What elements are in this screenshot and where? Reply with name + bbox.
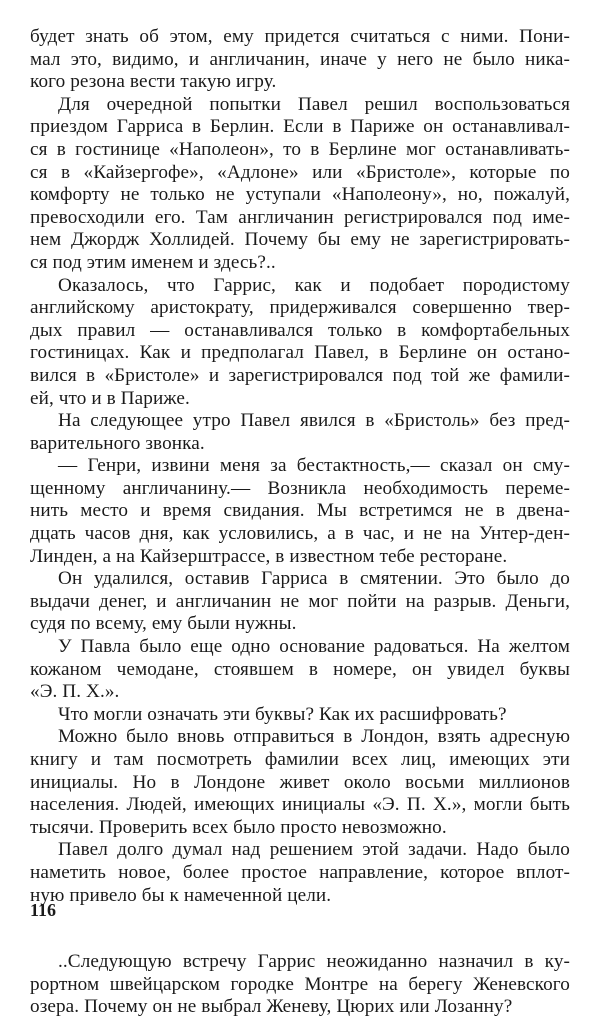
section-break	[30, 907, 570, 951]
text-line: дых правил — останавливался только в комфортабельных	[30, 319, 570, 341]
paragraph	[30, 839, 570, 907]
text-line: населения. Людей, имеющих инициалы «Э. П. Х.», могли быть	[30, 794, 570, 816]
text-line: приездом Гарриса в Берлин. Если в Париже он останавливал-	[30, 116, 570, 138]
text-line: «Э. П. Х.».	[30, 681, 120, 703]
text-line: судя по всему, ему были нужны.	[30, 613, 297, 635]
text-line: У Павла было еще одно основание радоваться. На желтом	[58, 636, 570, 658]
text-line: мал это, видимо, и англичанин, иначе у него не было ника-	[30, 48, 570, 70]
paragraph	[30, 410, 570, 455]
paragraph	[30, 26, 570, 94]
paragraph	[30, 94, 570, 275]
paragraph	[30, 275, 570, 411]
text-line: варительного звонка.	[30, 432, 205, 454]
paragraph	[30, 726, 570, 839]
text-line: На следующее утро Павел явился в «Бристоль» без пред-	[58, 410, 570, 432]
text-line: дцать часов дня, как условились, а в час, и не на Унтер-ден-	[30, 523, 570, 545]
text-line: ся в гостинице «Наполеон», то в Берлине мог останавливать-	[30, 138, 570, 160]
text-line: тысячи. Проверить всех было просто невозможно.	[30, 816, 447, 838]
text-line: щенному англичанину.— Возникла необходимость переме-	[30, 477, 570, 499]
text-line: — Генри, извини меня за бестактность,— сказал он сму-	[58, 455, 570, 477]
paragraph	[30, 704, 570, 727]
page-number: 116	[30, 900, 57, 920]
text-line: Он удалился, оставив Гарриса в смятении. Это было до	[58, 568, 570, 590]
text-line: выдачи денег, и англичанин не мог пойти на разрыв. Деньги,	[30, 590, 570, 612]
paragraph	[30, 636, 570, 704]
paragraph	[30, 455, 570, 568]
text-line: гостиницах. Как и предполагал Павел, в Берлине он остано-	[30, 342, 570, 364]
text-line: кожаном чемодане, стоявшем в номере, он увидел буквы	[30, 658, 570, 680]
text-line: Для очередной попытки Павел решил воспользоваться	[58, 93, 570, 115]
text-line: нить место и время свидания. Мы встретимся не в двена-	[30, 500, 570, 522]
text-line: комфорту не только не уступали «Наполеону», но, пожалуй,	[30, 184, 570, 206]
text-line: нем Джордж Холлидей. Почему бы ему не зарегистрировать-	[30, 229, 570, 251]
text-line: ся под этим именем и здесь?..	[30, 251, 276, 273]
text-line: Можно было вновь отправиться в Лондон, взять адресную	[58, 726, 570, 748]
text-line: ную привело бы к намеченной цели.	[30, 884, 332, 906]
text-line: вился в «Бристоле» и зарегистрировался под той же фамили-	[30, 364, 570, 386]
text-line: ся в «Кайзергофе», «Адлоне» или «Бристоле», которые по	[30, 161, 570, 183]
book-page	[30, 26, 570, 1019]
text-line: книгу и там посмотреть фамилии всех лиц, имеющих эти	[30, 749, 570, 770]
text-line: ..Следующую встречу Гаррис неожиданно назначил в ку-	[58, 951, 570, 973]
paragraph	[30, 568, 570, 636]
text-line: ей, что и в Париже.	[30, 387, 190, 409]
text-line: будет знать об этом, ему придется считаться с ними. Пони-	[30, 26, 570, 47]
text-line: озера. Почему он не выбрал Женеву, Цюрих или Лозанну?	[30, 996, 513, 1018]
text-line: Оказалось, что Гаррис, как и подобает породистому	[58, 274, 570, 296]
text-line: Павел долго думал над решением этой задачи. Надо было	[58, 839, 570, 861]
text-line: Что могли означать эти буквы? Как их расшифровать?	[58, 703, 507, 725]
paragraph	[30, 951, 570, 1019]
text-line: английскому аристократу, придерживался совершенно твер-	[30, 297, 570, 319]
text-line: рортном швейцарском городке Монтре на берегу Женевского	[30, 973, 570, 995]
text-line: наметить новое, более простое направление, которое вплот-	[30, 861, 570, 883]
text-line: кого резона вести такую игру.	[30, 71, 277, 93]
text-line: превосходили его. Там англичанин регистрировался под име-	[30, 206, 570, 228]
text-line: инициалы. Но в Лондоне живет около восьми миллионов	[30, 771, 570, 793]
text-line: Линден, а на Кайзерштрассе, в известном тебе ресторане.	[30, 545, 508, 567]
